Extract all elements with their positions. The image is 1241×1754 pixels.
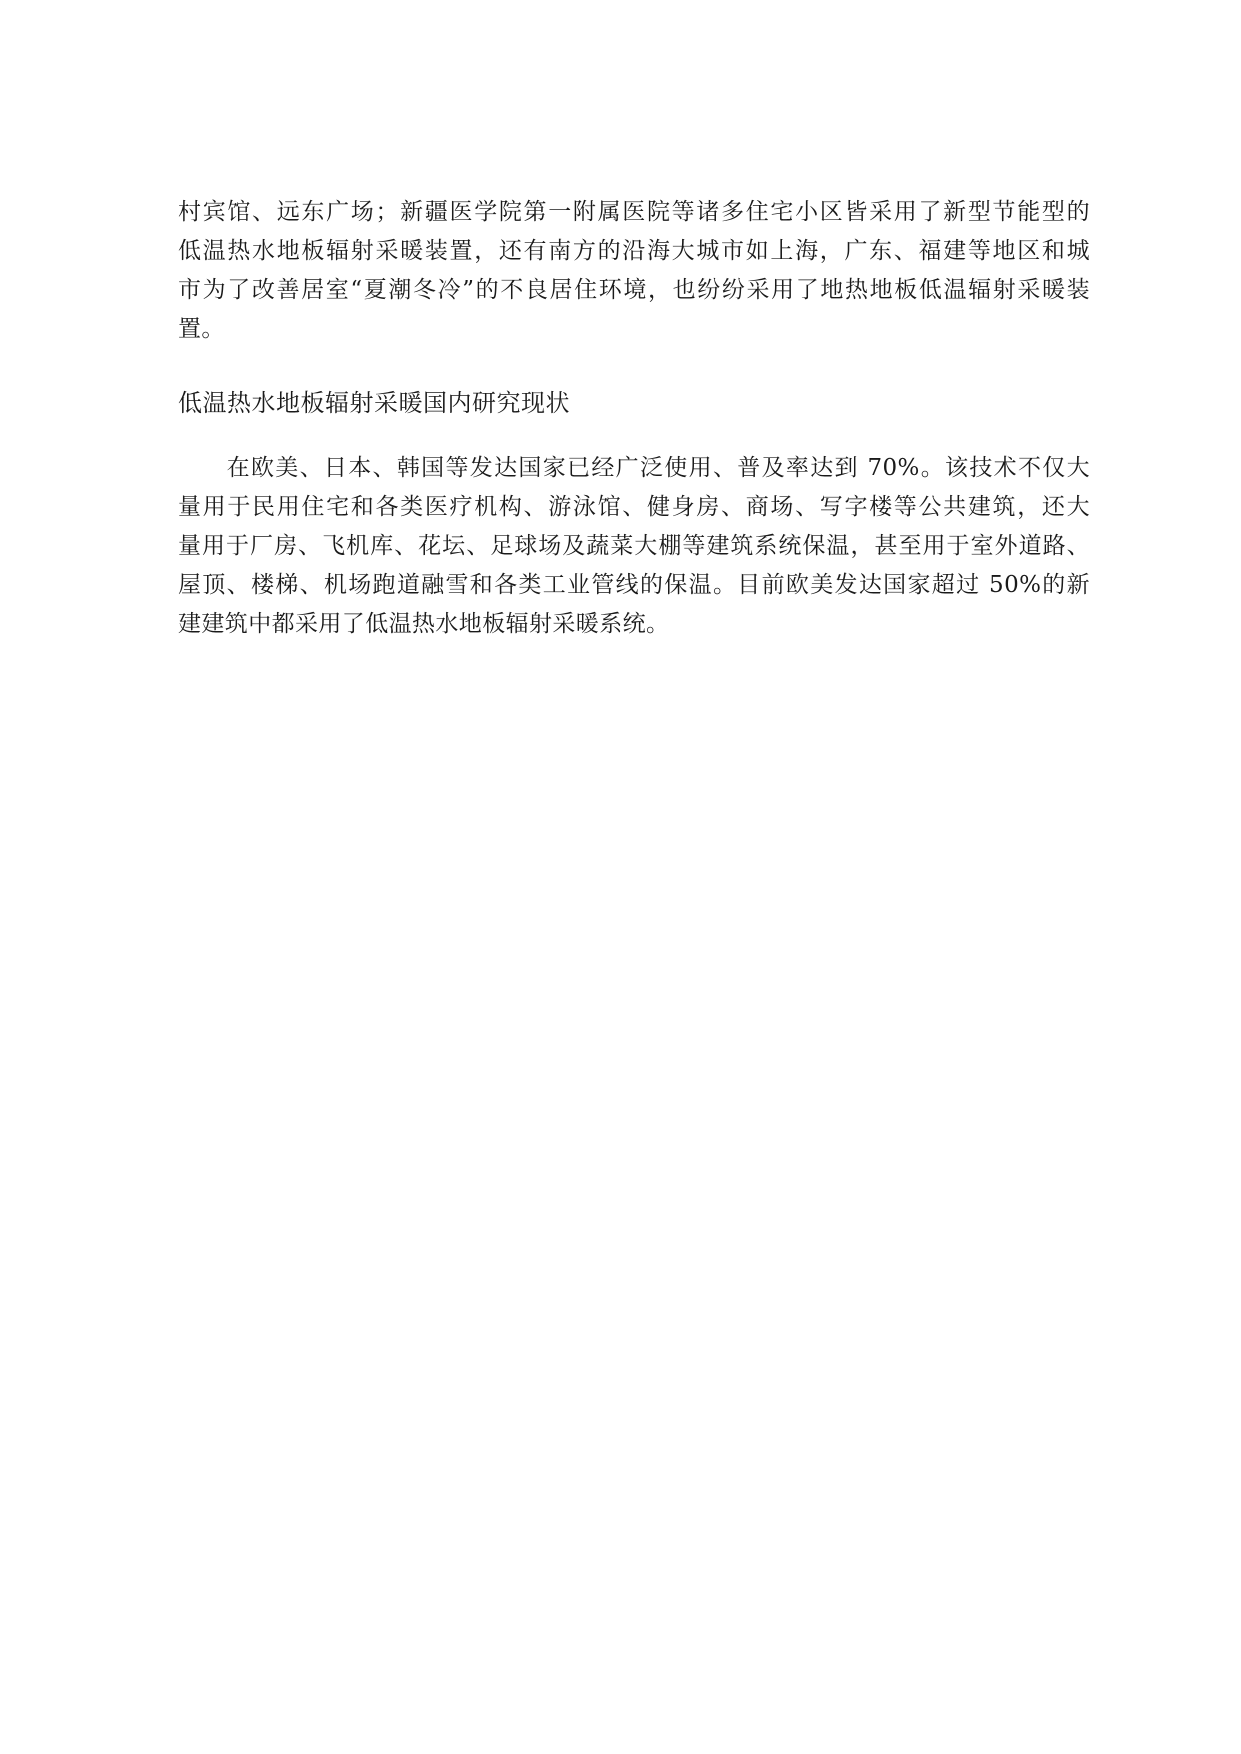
text-line: 市为了改善居室“夏潮冬冷”的不良居住环境，也纷纷采用了地热地板低温辐射采暖装	[178, 277, 1090, 303]
section-heading: 低温热水地板辐射采暖国内研究现状	[178, 389, 570, 417]
text-line: 村宾馆、远东广场；新疆医学院第一附属医院等诸多住宅小区皆采用了新型节能型的	[178, 199, 1090, 225]
text-line: 量用于厂房、飞机库、花坛、足球场及蔬菜大棚等建筑系统保温，甚至用于室外道路、	[178, 533, 1090, 559]
text-line: 屋顶、楼梯、机场跑道融雪和各类工业管线的保温。目前欧美发达国家超过 50%的新	[178, 572, 1090, 598]
text-line: 置。	[178, 316, 225, 342]
text-line: 低温热水地板辐射采暖装置，还有南方的沿海大城市如上海，广东、福建等地区和城	[178, 238, 1090, 264]
text-line: 量用于民用住宅和各类医疗机构、游泳馆、健身房、商场、写字楼等公共建筑，还大	[178, 494, 1090, 520]
body-paragraph	[178, 193, 1090, 349]
body-paragraph	[178, 449, 1090, 644]
text-line: 建建筑中都采用了低温热水地板辐射采暖系统。	[178, 611, 670, 637]
text-line: 在欧美、日本、韩国等发达国家已经广泛使用、普及率达到 70%。该技术不仅大	[178, 455, 1090, 481]
